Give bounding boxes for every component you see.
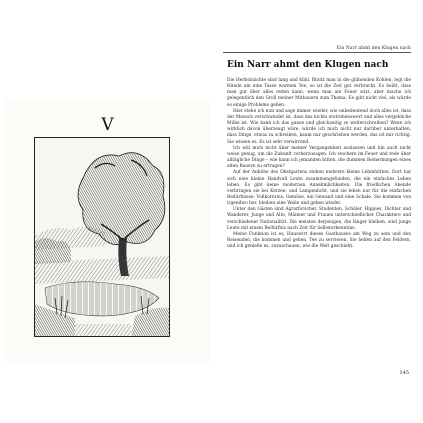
paragraph: Auf der Anhöhe des Obstgartens stehen mehrere kleine Lehmhütten. Dort hat sich eine kleine Handvoll Leute zusammengefunden, die ein einfaches Leben leben. Es gibt keine modernen Annehmlichkeiten. Die friedlichen Abende verbringen sie bei Kerzen- und Lampenlicht, und sie leben nur für die einfachen Bedürfnisse: Vollkornreis, Gemüse, ein Gewand und eine Schale. Sie kommen von irgendwo her, bleiben eine Weile und gehen wieder. [227,170,411,207]
body-text [227,78,411,250]
right-page [213,38,419,418]
running-head: Ein Narr ahmt den Klugen nach [336,46,411,51]
paragraph: Meine Funktion ist es, Hauswirt dieses Gasthauses am Weg zu sein und den Reisenden, die kommen und gehen, Tee zu servieren. Sie helfen auf den Feldern, und ich genieße es, zuzuschauen, wie die Welt geschieht. [227,231,411,250]
page-number: 145 [399,370,409,376]
landscape-illustration [34,137,170,337]
chapter-numeral: V [101,115,115,135]
header-rule [223,52,411,53]
tree-canopy [78,153,165,245]
left-page [4,100,210,362]
paragraph: Ich will mich nicht über meiner Vergangenheit auslassen und bin auch nicht weise genug, um die Zukunft vorherzusagen. Ich stochere im Feuer und rede über alltägliche Dinge – wie kann ich jemanden bitten, die dummen Bemerkungen eines alten Bauern zu ertragen? [227,145,411,170]
paragraph: Unter den Gästen sind Agrarforscher, Studenten, Schüler, Hippies, Dichter und Wanderer, Junge und Alte, Männer und Frauen unterschiedlicher Charaktere und verschiedener Nationalität. Die meisten derjenigen, die länger bleiben, sind junge Leute mit einem Bedürfnis nach Zeit für Selbsterkenntnis. [227,207,411,231]
paragraph: Hier stehe ich nun und sage immer wieder, wie unbedeutend doch alles ist, dass der Mensch verschwindet ist, dass das nichts erstrebenswert und alles vergebliche Mühe ist. Wie kann ich das ganze und gleichzeitig so weiterschreiben? Wenn ich wirklich davon überzeugt wäre, würde ich mich nicht nur darüber unterhalten, dass Dinge, etwas zu schreiben, kaum nur geschrieben werden, das ist mir richtig. Sie wissen es. Es ist sehr verwirrend. [227,108,411,145]
chapter-title: Ein Narr ahmt den Klugen nach [227,60,389,70]
paragraph: Die Herbstnächte sind lang und kühl. Blickt man in die glühenden Kohlen, legt die Hände um eine Tasse warmen Tee, so ist die Zeit gut verbracht. Es heißt, dass man gut über alles reden kann, wenn man am Feuer sitzt, aber mache ich gelegentlich den Groll meiner Mitbauern zum Thema. Es gibt nicht viel, als würde es einige Probleme geben. [227,78,411,108]
